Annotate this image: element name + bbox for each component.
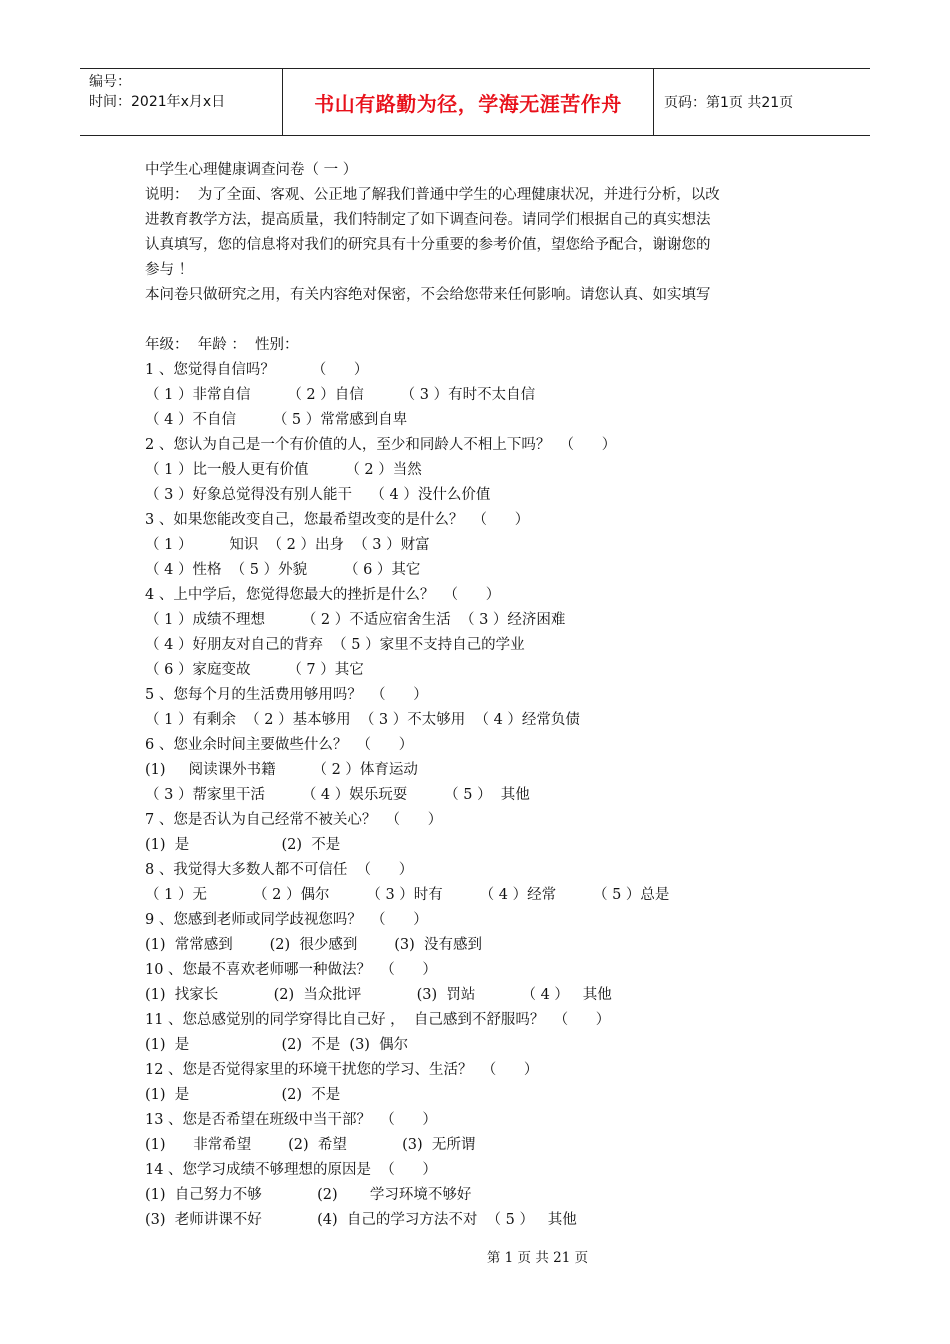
header-page-info: 页码：第1页 共21页 (664, 95, 794, 111)
question-line: 9 、您感到老师或同学歧视您吗？ （ ） (145, 912, 428, 928)
question-line: （ 3 ）帮家里干活 （ 4 ）娱乐玩耍 （ 5 ） 其他 (145, 787, 530, 803)
question-line: 6 、您业余时间主要做些什么？ （ ） (145, 737, 414, 753)
question-line: （ 4 ）性格 （ 5 ）外貌 （ 6 ）其它 (145, 562, 421, 578)
respondent-info-line: 年级： 年龄 ： 性别： (145, 337, 299, 353)
question-line: 10 、您最不喜欢老师哪一种做法？ （ ） (145, 962, 437, 978)
question-line: (1) 找家长 (2) 当众批评 (3) 罚站 （ 4 ） 其他 (145, 987, 612, 1003)
question-line: （ 4 ）不自信 （ 5 ）常常感到自卑 (145, 412, 408, 428)
question-line: 13 、您是否希望在班级中当干部？ （ ） (145, 1112, 437, 1128)
question-list (145, 358, 815, 1233)
question-line: 14 、您学习成绩不够理想的原因是 （ ） (145, 1162, 437, 1178)
blank-line (145, 308, 815, 333)
question-line: (1) 阅读课外书籍 （ 2 ）体育运动 (145, 762, 418, 778)
intro-line: 认真填写，您的信息将对我们的研究具有十分重要的参考价值，望您给予配合，谢谢您的 (145, 237, 711, 253)
question-line: （ 1 ）比一般人更有价值 （ 2 ）当然 (145, 462, 422, 478)
question-line: (1) 自己努力不够 (2) 学习环境不够好 (145, 1187, 472, 1203)
question-line: （ 3 ）好象总觉得没有别人能干 （ 4 ）没什么价值 (145, 487, 491, 503)
question-line: （ 1 ）有剩余 （ 2 ）基本够用 （ 3 ）不太够用 （ 4 ）经常负债 (145, 712, 580, 728)
question-line: (1) 是 (2) 不是 (3) 偶尔 (145, 1037, 409, 1053)
question-line: （ 4 ）好朋友对自己的背弃 （ 5 ）家里不支持自己的学业 (145, 637, 525, 653)
document-header (80, 68, 870, 136)
intro-line: 说明： 为了全面、客观、公正地了解我们普通中学生的心理健康状况，并进行分析，以改 (145, 187, 720, 203)
question-line: 5 、您每个月的生活费用够用吗？ （ ） (145, 687, 428, 703)
question-line: （ 1 ）无 （ 2 ）偶尔 （ 3 ）时有 （ 4 ）经常 （ 5 ）总是 (145, 887, 670, 903)
question-line: 11 、您总感觉别的同学穿得比自己好 ， 自己感到不舒服吗？ （ ） (145, 1012, 611, 1028)
question-line: 3 、如果您能改变自己，您最希望改变的是什么？ （ ） (145, 512, 530, 528)
question-line: （ 1 ） 知识 （ 2 ）出身 （ 3 ）财富 (145, 537, 430, 553)
question-line: 2 、您认为自己是一个有价值的人，至少和同龄人不相上下吗？ （ ） (145, 437, 617, 453)
question-line: (3) 老师讲课不好 (4) 自己的学习方法不对 （ 5 ） 其他 (145, 1212, 577, 1228)
header-time: 时间：2021年x月x日 (89, 94, 226, 110)
question-line: (1) 是 (2) 不是 (145, 837, 341, 853)
intro-line: 本问卷只做研究之用，有关内容绝对保密，不会给您带来任何影响。请您认真、如实填写 (145, 287, 711, 303)
header-motto: 书山有路勤为径，学海无涯苦作舟 (282, 69, 654, 135)
header-number: 编号： (89, 74, 131, 90)
question-line: （ 1 ）非常自信 （ 2 ）自信 （ 3 ）有时不太自信 (145, 387, 536, 403)
question-line: (1) 非常希望 (2) 希望 (3) 无所谓 (145, 1137, 476, 1153)
page-footer: 第 1 页 共 21 页 (486, 1250, 589, 1266)
document-title: 中学生心理健康调查问卷（ 一 ） (145, 162, 358, 178)
question-line: 8 、我觉得大多数人都不可信任 （ ） (145, 862, 414, 878)
question-line: 1 、您觉得自信吗？ （ ） (145, 362, 369, 378)
intro-line: 进教育教学方法，提高质量，我们特制定了如下调查问卷。请同学们根据自己的真实想法 (145, 212, 711, 228)
intro-line: 参与 ！ (145, 262, 194, 278)
question-line: (1) 常常感到 (2) 很少感到 (3) 没有感到 (145, 937, 483, 953)
question-line: 12 、您是否觉得家里的环境干扰您的学习、生活？ （ ） (145, 1062, 539, 1078)
header-meta (80, 69, 282, 135)
document-body (145, 158, 815, 1233)
question-line: 7 、您是否认为自己经常不被关心？ （ ） (145, 812, 443, 828)
question-line: （ 1 ）成绩不理想 （ 2 ）不适应宿舍生活 （ 3 ）经济困难 (145, 612, 566, 628)
question-line: （ 6 ）家庭变故 （ 7 ）其它 (145, 662, 364, 678)
question-line: (1) 是 (2) 不是 (145, 1087, 341, 1103)
question-line: 4 、上中学后，您觉得您最大的挫折是什么？ （ ） (145, 587, 501, 603)
